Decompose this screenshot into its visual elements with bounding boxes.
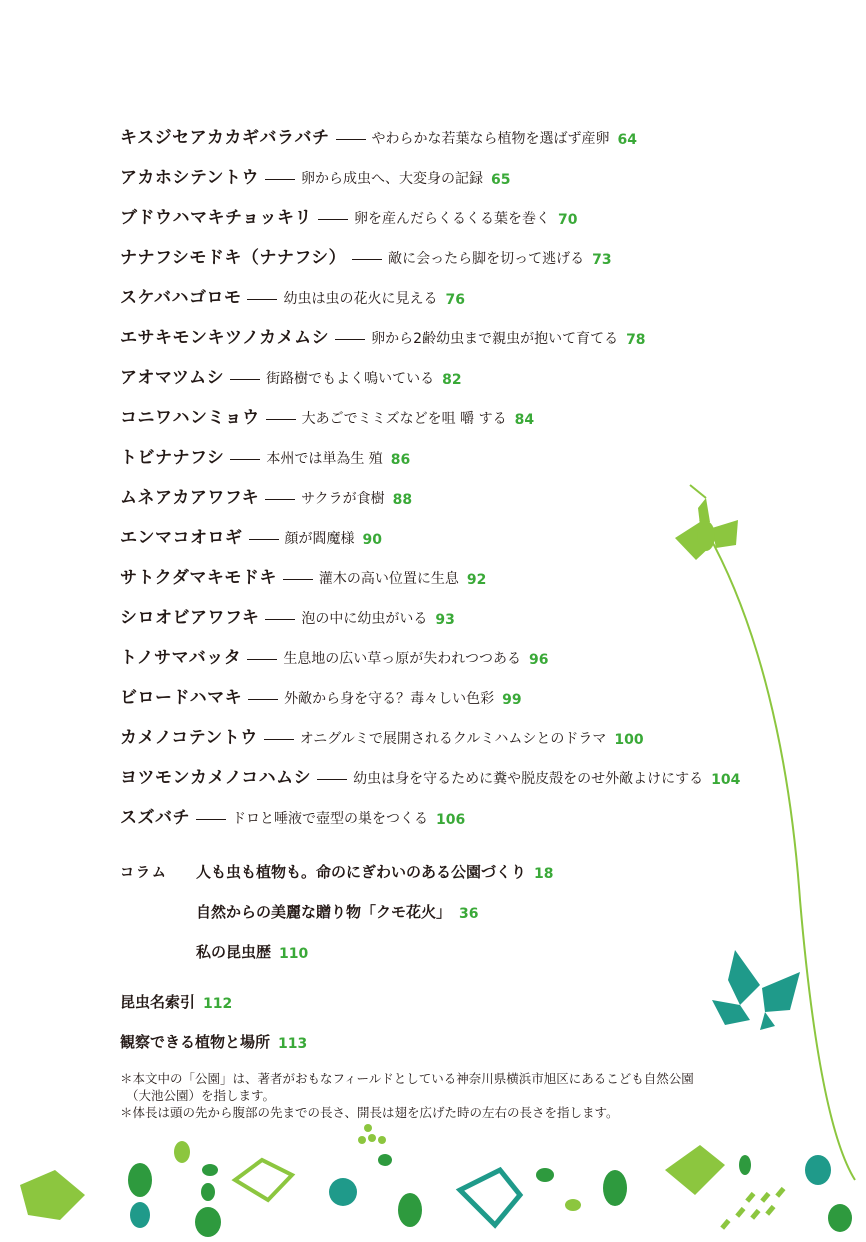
dash-separator [247, 659, 277, 660]
page-number: 70 [558, 212, 578, 228]
dash-separator [266, 419, 296, 420]
page-number: 90 [362, 532, 382, 548]
insect-name: エンマコオロギ [120, 528, 243, 548]
page-number: 104 [711, 772, 741, 788]
entry-description: 泡の中に幼虫がいる [301, 611, 428, 627]
insect-name: シロオビアワフキ [120, 608, 260, 628]
beetle-icon [398, 1193, 422, 1227]
footnotes [120, 1070, 694, 1121]
page-number: 86 [390, 452, 411, 468]
stick-insect-icon [235, 1160, 292, 1200]
dash-separator [264, 739, 294, 740]
dash-separator [265, 499, 295, 500]
toc-entry[interactable] [120, 268, 820, 308]
beetle-icon [195, 1207, 221, 1237]
insect-name: ビロードハマキ [120, 688, 243, 708]
page-number: 36 [459, 906, 479, 922]
toc-entry[interactable] [120, 188, 820, 228]
index-section [120, 972, 307, 1052]
page-number: 92 [466, 572, 487, 588]
insect-name: トノサマバッタ [120, 648, 242, 668]
toc-entry[interactable] [120, 508, 820, 548]
dash-separator [318, 219, 348, 220]
toc-entry[interactable] [120, 348, 820, 388]
toc-entry[interactable] [120, 388, 820, 428]
page-number: 73 [592, 252, 612, 268]
entry-description: 卵から2齢幼虫まで親虫が抱いて育てる [371, 331, 619, 347]
footnote-line: ＊体長は頭の先から腹部の先までの長さ、開長は翅を広げた時の左右の長さを指します。 [120, 1105, 619, 1120]
index-title: 観察できる植物と場所 [120, 1033, 271, 1051]
beetle-icon [805, 1155, 831, 1185]
entry-description: 大あごでミミズなどを咀 嚼 する [301, 411, 507, 427]
toc-entry[interactable] [120, 628, 820, 668]
toc-entry[interactable] [120, 428, 820, 468]
insect-name: アカホシテントウ [120, 168, 259, 188]
page-number: 113 [278, 1036, 308, 1052]
page-number: 65 [490, 172, 511, 188]
column-title: 私の昆虫歴 [196, 943, 272, 961]
bottom-insects-icon [20, 1124, 852, 1237]
entry-description: 卵を産んだらくるくる葉を巻く [354, 211, 550, 227]
page-number: 84 [514, 412, 535, 428]
entry-description: 幼虫は身を守るために糞や脱皮殻をのせ外敵よけにする [353, 771, 704, 787]
column-item[interactable] [120, 882, 554, 922]
page-number: 78 [626, 332, 646, 348]
entry-description: 卵から成虫へ、大変身の記録 [300, 171, 483, 187]
page-number: 112 [203, 996, 233, 1012]
column-title: 自然からの美麗な贈り物「クモ花火」 [196, 903, 452, 921]
dash-separator [265, 179, 295, 180]
entry-description: 外敵から身を守る？毒々しい色彩 [284, 691, 495, 707]
column-label: コラム [120, 865, 168, 881]
index-item[interactable] [120, 972, 307, 1012]
entry-description: 敵に会ったら脚を切って逃げる [388, 251, 585, 267]
beetle-icon [329, 1178, 357, 1206]
entry-description: 灌木の高い位置に生息 [318, 571, 459, 587]
bug-icon [201, 1183, 215, 1201]
insect-name: サトクダマキモドキ [120, 568, 277, 588]
entry-description: 本州では単為生 殖 [266, 451, 383, 467]
dash-separator [352, 259, 382, 260]
larva-icon [720, 1187, 785, 1230]
insect-name: ヨツモンカメノコハムシ [120, 768, 312, 788]
katydid-icon [460, 1170, 520, 1225]
toc-entry[interactable] [120, 788, 820, 828]
page-number: 93 [435, 612, 455, 628]
column-item[interactable] [120, 842, 554, 882]
column-item[interactable] [120, 922, 554, 962]
page-number: 64 [617, 132, 637, 148]
dash-separator [230, 379, 260, 380]
dash-separator [265, 619, 295, 620]
insect-name: スケバハゴロモ [120, 288, 242, 308]
bug-icon [565, 1199, 581, 1211]
entry-description: 生息地の広い草っ原が失われつつある [283, 651, 522, 667]
dash-separator [247, 299, 277, 300]
entry-description: やわらかな若葉なら植物を選ばず産卵 [371, 131, 610, 147]
footnote-line: ＊本文中の「公園」は、著者がおもなフィールドとしている神奈川県横浜市旭区にあるこども自然公園 [120, 1071, 694, 1086]
page-number: 106 [436, 812, 466, 828]
toc-entry[interactable] [120, 148, 820, 188]
insect-name: ブドウハマキチョッキリ [120, 208, 312, 228]
dash-separator [248, 699, 278, 700]
butterfly-icon [712, 950, 800, 1030]
entry-description: ドロと唾液で壺型の巣をつくる [232, 811, 428, 827]
dash-separator [283, 579, 313, 580]
bug-icon [202, 1164, 218, 1176]
insect-name: カメノコテントウ [120, 728, 258, 748]
page-number: 110 [279, 946, 309, 962]
insect-name: エサキモンキツノカメムシ [120, 328, 330, 348]
toc-entry[interactable] [120, 708, 820, 748]
footnote-line: （大池公園）を指します。 [126, 1088, 276, 1103]
toc-entry[interactable] [120, 748, 820, 788]
bug-icon [174, 1141, 190, 1163]
index-item[interactable] [120, 1012, 307, 1052]
column-section [120, 842, 554, 962]
entry-description: 幼虫は虫の花火に見える [283, 291, 438, 307]
page-number: 96 [529, 652, 549, 668]
entry-description: 街路樹でもよく鳴いている [266, 371, 435, 387]
toc-entry[interactable] [120, 108, 820, 148]
dash-separator [230, 459, 260, 460]
toc-entry[interactable] [120, 308, 820, 348]
toc-entry[interactable] [120, 548, 820, 588]
bug-icon [536, 1168, 554, 1182]
insect-name: キスジセアカカギバラバチ [120, 128, 330, 148]
entry-description: サクラが食樹 [301, 491, 385, 507]
insect-name: コニワハンミョウ [120, 408, 260, 428]
dash-separator [335, 339, 365, 340]
dash-separator [336, 139, 366, 140]
insect-name: スズバチ [120, 808, 190, 828]
egg-icon [358, 1136, 366, 1144]
page-number: 82 [442, 372, 462, 388]
toc-entry[interactable] [120, 228, 820, 268]
dash-separator [317, 779, 347, 780]
bug-icon [378, 1154, 392, 1166]
beetle-icon [603, 1170, 627, 1206]
index-title: 昆虫名索引 [120, 993, 196, 1011]
toc-entry[interactable] [120, 588, 820, 628]
page-number: 99 [502, 692, 522, 708]
entry-description: オニグルミで展開されるクルミハムシとのドラマ [299, 731, 607, 747]
insect-name: ムネアカアワフキ [120, 488, 260, 508]
cricket-icon [20, 1170, 85, 1220]
moth-icon [665, 1145, 725, 1195]
beetle-icon [828, 1204, 852, 1232]
toc-entry[interactable] [120, 468, 820, 508]
page-number: 88 [392, 492, 413, 508]
bug-icon [739, 1155, 751, 1175]
column-title: 人も虫も植物も。命のにぎわいのある公園づくり [196, 863, 527, 881]
page-number: 100 [614, 732, 644, 748]
insect-name: トビナナフシ [120, 448, 225, 468]
page-number: 76 [445, 292, 465, 308]
toc-entry[interactable] [120, 668, 820, 708]
insect-name: アオマツムシ [120, 368, 225, 388]
entry-description: 顔が閻魔様 [284, 531, 355, 547]
insect-name: ナナフシモドキ（ナナフシ） [120, 248, 347, 268]
dash-separator [196, 819, 226, 820]
beetle-icon [130, 1202, 150, 1228]
table-of-contents [120, 108, 820, 828]
page-number: 18 [534, 866, 554, 882]
dash-separator [249, 539, 279, 540]
beetle-icon [128, 1163, 152, 1197]
